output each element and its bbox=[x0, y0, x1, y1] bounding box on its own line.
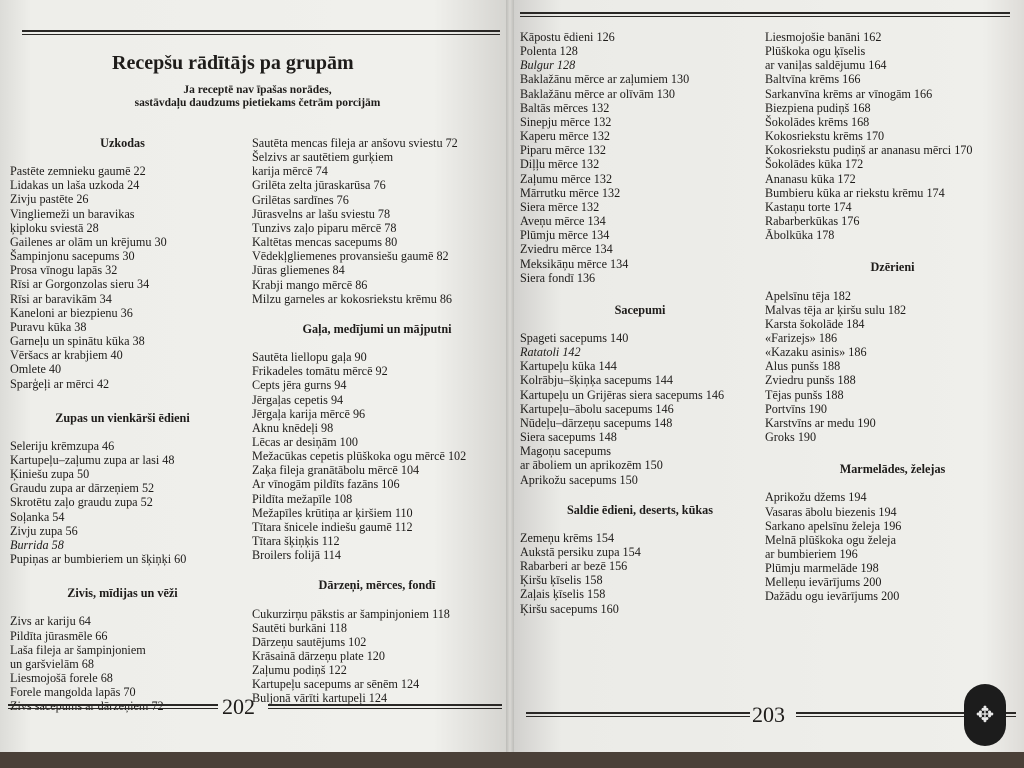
recipe-entry: Dārzeņu sautējums 102 bbox=[252, 634, 367, 649]
recipe-entry: Liesmojošie banāni 162 bbox=[765, 30, 882, 44]
recipe-entry: Mežapīles krūtiņa ar ķiršiem 110 bbox=[252, 505, 413, 520]
recipe-entry: Cepts jēra gurns 94 bbox=[252, 378, 347, 393]
recipe-entry: karija mērcē 74 bbox=[252, 164, 328, 179]
index-column bbox=[10, 136, 235, 713]
recipe-entry: Ķiršu sacepums 160 bbox=[520, 601, 619, 616]
recipe-entry: ar vaniļas saldējumu 164 bbox=[765, 58, 887, 73]
recipe-entry: Alus punšs 188 bbox=[765, 359, 841, 374]
index-section bbox=[252, 136, 502, 306]
recipe-entry: Šelzivs ar sautētiem gurķiem bbox=[252, 150, 394, 165]
recipe-entry: Aveņu mērce 134 bbox=[520, 214, 606, 229]
recipe-entry: Krabji mango mērcē 86 bbox=[252, 277, 368, 292]
section-heading: Saldie ēdieni, deserts, kūkas bbox=[567, 502, 713, 517]
recipe-entry: Kaperu mērce 132 bbox=[520, 129, 611, 144]
index-section bbox=[520, 303, 760, 487]
recipe-entry: Kolrābju–šķiņķa sacepums 144 bbox=[520, 373, 673, 388]
recipe-entry: Ar vīnogām pildīts fazāns 106 bbox=[252, 477, 400, 492]
recipe-entry: Tītara šķiņķis 112 bbox=[252, 534, 340, 549]
recipe-entry: Piparu mērce 132 bbox=[520, 143, 606, 158]
recipe-entry: Mežacūkas cepetis plūškoka ogu mērcē 102 bbox=[252, 449, 467, 464]
section-heading: Sacepumi bbox=[614, 302, 666, 317]
recipe-entry: Kartupeļu sacepums ar sēnēm 124 bbox=[252, 677, 420, 692]
recipe-entry: Gailenes ar olām un krējumu 30 bbox=[10, 234, 167, 249]
recipe-entry: Sautēta mencas fileja ar anšovu sviestu 72 bbox=[252, 136, 458, 150]
recipe-entry: Pupiņas ar bumbieriem un šķiņķi 60 bbox=[10, 552, 187, 567]
bottom-rule bbox=[526, 712, 750, 717]
recipe-entry: Kokosriekstu pudiņš ar ananasu mērci 170 bbox=[765, 143, 973, 158]
recipe-entry: Kaltētas mencas sacepums 80 bbox=[252, 235, 398, 250]
recipe-entry: Sarkano apelsīnu želeja 196 bbox=[765, 518, 902, 533]
recipe-entry: Aknu knēdeļi 98 bbox=[252, 420, 334, 435]
recipe-entry: Zaķa fileja granātābolu mērcē 104 bbox=[252, 463, 420, 478]
recipe-entry: Liesmojošā forele 68 bbox=[10, 671, 113, 685]
recipe-entry: Vēršacs ar krabjiem 40 bbox=[10, 348, 123, 363]
recipe-entry: Broilers folijā 114 bbox=[252, 548, 341, 563]
recipe-entry: un garšvielām 68 bbox=[10, 656, 94, 671]
recipe-entry: Forele mangolda lapās 70 bbox=[10, 685, 136, 700]
recipe-entry: Jūrasvelns ar lašu sviestu 78 bbox=[252, 206, 391, 221]
table-surface bbox=[0, 752, 1024, 768]
recipe-entry: Sautēta liellopu gaļa 90 bbox=[252, 350, 367, 365]
right-page bbox=[510, 0, 1024, 768]
recipe-entry: Burrida 58 bbox=[10, 537, 64, 552]
recipe-entry: Baklažānu mērce ar olīvām 130 bbox=[520, 86, 675, 101]
section-heading: Dzērieni bbox=[870, 260, 915, 275]
recipe-entry: Šokolādes krēms 168 bbox=[765, 114, 870, 129]
section-heading: Zupas un vienkārši ēdieni bbox=[55, 410, 190, 425]
recipe-entry: Prosa vīnogu lapās 32 bbox=[10, 263, 118, 278]
recipe-entry: Groks 190 bbox=[765, 430, 817, 445]
subtitle-line: sastāvdaļu daudzums pietiekams četrām porcijām bbox=[134, 97, 381, 109]
recipe-entry: Magoņu sacepums bbox=[520, 444, 612, 459]
recipe-entry: Garneļu un spinātu kūka 38 bbox=[10, 334, 145, 349]
index-section bbox=[765, 30, 1020, 242]
recipe-entry: Pildīta jūrasmēle 66 bbox=[10, 628, 108, 643]
recipe-entry: Sautēti burkāni 118 bbox=[252, 620, 348, 635]
recipe-entry: Cukurzirņu pākstis ar šampinjoniem 118 bbox=[252, 606, 450, 621]
recipe-entry: Melnā plūškoka ogu želeja bbox=[765, 532, 896, 547]
recipe-entry: Polenta 128 bbox=[520, 44, 578, 59]
recipe-entry: Buljonā vārīti kartupeļi 124 bbox=[252, 691, 388, 706]
recipe-entry: Jērgaļas cepetis 94 bbox=[252, 392, 344, 407]
index-section bbox=[10, 586, 235, 713]
recipe-entry: ar āboliem un aprikozēm 150 bbox=[520, 458, 663, 473]
recipe-entry: Šokolādes kūka 172 bbox=[765, 157, 864, 172]
recipe-entry: Jērgaļa karija mērcē 96 bbox=[252, 406, 366, 421]
recipe-entry: Grilēta zelta jūraskarūsa 76 bbox=[252, 178, 386, 193]
section-heading: Dārzeņi, mērces, fondī bbox=[318, 578, 436, 593]
recipe-entry: Baklažānu mērce ar zaļumiem 130 bbox=[520, 72, 690, 87]
recipe-entry: Kartupeļu un Grijēras siera sacepums 146 bbox=[520, 387, 725, 402]
recipe-entry: Vēdekļgliemenes provansiešu gaumē 82 bbox=[252, 249, 449, 264]
recipe-entry: Soļanka 54 bbox=[10, 509, 65, 524]
recipe-entry: Ratatoli 142 bbox=[520, 345, 581, 360]
index-section bbox=[10, 411, 235, 567]
recipe-entry: Baltvīna krēms 166 bbox=[765, 72, 861, 87]
recipe-entry: Plūmju mērce 134 bbox=[520, 228, 610, 243]
recipe-entry: Jūras gliemenes 84 bbox=[252, 263, 345, 278]
recipe-entry: Tējas punšs 188 bbox=[765, 387, 844, 402]
recipe-entry: Lēcas ar desiņām 100 bbox=[252, 434, 358, 449]
index-section bbox=[252, 578, 502, 705]
recipe-entry: Aprikožu džems 194 bbox=[765, 490, 867, 505]
recipe-entry: Zemeņu krēms 154 bbox=[520, 530, 615, 545]
recipe-entry: Rīsi ar Gorgonzolas sieru 34 bbox=[10, 277, 150, 292]
index-section bbox=[765, 462, 1020, 603]
recipe-entry: Omlete 40 bbox=[10, 362, 62, 377]
recipe-entry: Lidakas un laša uzkoda 24 bbox=[10, 178, 140, 193]
recipe-entry: Pildīta mežapīle 108 bbox=[252, 491, 353, 506]
recipe-entry: Zivju pastēte 26 bbox=[10, 192, 89, 207]
recipe-entry: «Kazaku asinis» 186 bbox=[765, 345, 867, 360]
recipe-entry: Šampinjonu sacepums 30 bbox=[10, 249, 135, 264]
index-section bbox=[10, 136, 235, 391]
page-subtitle bbox=[130, 84, 385, 110]
recipe-entry: Zivs sacepums ar dārzeņiem 72 bbox=[10, 699, 164, 714]
recipe-entry: ar bumbieriem 196 bbox=[765, 547, 858, 561]
index-column bbox=[765, 30, 1020, 604]
recipe-entry: Sarkanvīna krēms ar vīnogām 166 bbox=[765, 86, 933, 101]
recipe-entry: Bumbieru kūka ar riekstu krēmu 174 bbox=[765, 185, 945, 200]
left-page bbox=[0, 0, 510, 768]
recipe-entry: Portvīns 190 bbox=[765, 401, 827, 416]
section-heading: Zivis, mīdijas un vēži bbox=[67, 586, 178, 601]
recipe-entry: Seleriju krēmzupa 46 bbox=[10, 438, 115, 453]
recipe-entry: Nūdeļu–dārzeņu sacepums 148 bbox=[520, 415, 673, 430]
recipe-entry: Tītara šnicele indiešu gaumē 112 bbox=[252, 519, 413, 534]
page-number: 203 bbox=[752, 702, 785, 727]
top-rule bbox=[22, 30, 500, 35]
bottom-rule bbox=[268, 704, 502, 709]
recipe-entry: Plūškoka ogu ķīselis bbox=[765, 44, 866, 59]
recipe-entry: Siera fondī 136 bbox=[520, 270, 596, 285]
recipe-entry: Siera mērce 132 bbox=[520, 199, 600, 214]
recipe-entry: Aukstā persiku zupa 154 bbox=[520, 545, 641, 559]
recipe-entry: Bulgur 128 bbox=[520, 58, 576, 73]
recipe-entry: Meksikāņu mērce 134 bbox=[520, 256, 629, 271]
recipe-entry: Zivju zupa 56 bbox=[10, 523, 78, 538]
recipe-entry: Ķiršu ķīselis 158 bbox=[520, 573, 603, 588]
recipe-entry: Grilētas sardīnes 76 bbox=[252, 192, 349, 207]
recipe-entry: Ķiniešu zupa 50 bbox=[10, 467, 90, 482]
recipe-entry: Dažādu ogu ievārījums 200 bbox=[765, 589, 900, 604]
index-section bbox=[765, 260, 1020, 444]
recipe-entry: ķiploku sviestā 28 bbox=[10, 220, 99, 235]
recipe-entry: Malvas tēja ar ķiršu sulu 182 bbox=[765, 302, 907, 317]
recipe-entry: Kartupeļu–zaļumu zupa ar lasi 48 bbox=[10, 452, 175, 467]
recipe-entry: Rīsi ar baravikām 34 bbox=[10, 291, 112, 306]
recipe-entry: Kastaņu torte 174 bbox=[765, 199, 852, 214]
recipe-entry: Kokosriekstu krēms 170 bbox=[765, 129, 885, 144]
index-section bbox=[252, 322, 502, 563]
recipe-entry: Zviedru punšs 188 bbox=[765, 373, 856, 388]
index-section bbox=[520, 30, 760, 285]
recipe-entry: Vasaras ābolu biezenis 194 bbox=[765, 504, 897, 519]
subtitle-line: Ja receptē nav īpašas norādes, bbox=[183, 84, 332, 96]
recipe-entry: Zaļumu mērce 132 bbox=[520, 171, 613, 186]
recipe-entry: Kartupeļu–ābolu sacepums 146 bbox=[520, 401, 674, 416]
index-column bbox=[252, 136, 502, 706]
recipe-entry: Puravu kūka 38 bbox=[10, 319, 87, 334]
recipe-entry: Kaneloni ar biezpienu 36 bbox=[10, 305, 133, 320]
recipe-entry: Ābolkūka 178 bbox=[765, 228, 835, 243]
recipe-entry: Rabarberkūkas 176 bbox=[765, 214, 860, 229]
recipe-entry: Zaļais ķīselis 158 bbox=[520, 587, 606, 602]
recipe-entry: Siera sacepums 148 bbox=[520, 430, 617, 445]
bottom-rule bbox=[8, 704, 218, 709]
section-heading: Uzkodas bbox=[100, 136, 145, 150]
recipe-entry: Spageti sacepums 140 bbox=[520, 330, 629, 345]
recipe-entry: Kāpostu ēdieni 126 bbox=[520, 30, 615, 44]
top-rule bbox=[520, 12, 1010, 17]
section-heading: Gaļa, medījumi un mājputni bbox=[302, 321, 452, 336]
recipe-entry: Frikadeles tomātu mērcē 92 bbox=[252, 364, 388, 379]
recipe-entry: Biezpiena pudiņš 168 bbox=[765, 100, 871, 115]
index-column bbox=[520, 30, 760, 616]
recipe-entry: Sinepju mērce 132 bbox=[520, 114, 612, 129]
page-title: Recepšu rādītājs pa grupām bbox=[112, 52, 354, 74]
recipe-entry: Kartupeļu kūka 144 bbox=[520, 359, 617, 374]
recipe-entry: Apelsīnu tēja 182 bbox=[765, 288, 851, 303]
recipe-entry: Karsta šokolāde 184 bbox=[765, 316, 865, 331]
section-heading: Marmelādes, želejas bbox=[839, 462, 946, 477]
recipe-entry: Graudu zupa ar dārzeņiem 52 bbox=[10, 481, 155, 496]
recipe-entry: Vingliemeži un baravikas bbox=[10, 206, 135, 221]
recipe-entry: Aprikožu sacepums 150 bbox=[520, 472, 638, 487]
recipe-entry: Pastēte zemnieku gaumē 22 bbox=[10, 164, 146, 179]
recipe-entry: Diļļu mērce 132 bbox=[520, 157, 600, 172]
recipe-entry: «Farizejs» 186 bbox=[765, 330, 838, 345]
recipe-entry: Baltās mērces 132 bbox=[520, 100, 610, 115]
recipe-entry: Ananasu kūka 172 bbox=[765, 171, 856, 186]
page-number: 202 bbox=[222, 694, 255, 719]
book-fold bbox=[506, 0, 514, 768]
watermark-logo-icon: ✥ bbox=[964, 684, 1006, 746]
recipe-entry: Skrotētu zaļo graudu zupa 52 bbox=[10, 495, 153, 510]
recipe-entry: Karstvīns ar medu 190 bbox=[765, 415, 876, 430]
index-section bbox=[520, 503, 760, 616]
recipe-entry: Rabarberi ar bezē 156 bbox=[520, 559, 628, 574]
recipe-entry: Zaļumu podiņš 122 bbox=[252, 663, 347, 678]
recipe-entry: Melleņu ievārījums 200 bbox=[765, 575, 882, 590]
recipe-entry: Tunzivs zaļo piparu mērcē 78 bbox=[252, 220, 397, 235]
recipe-entry: Laša fileja ar šampinjoniem bbox=[10, 642, 146, 657]
recipe-entry: Milzu garneles ar kokosriekstu krēmu 86 bbox=[252, 291, 453, 306]
recipe-entry: Mārrutku mērce 132 bbox=[520, 185, 621, 200]
recipe-entry: Krāsainā dārzeņu plate 120 bbox=[252, 649, 385, 663]
recipe-entry: Zviedru mērce 134 bbox=[520, 242, 613, 257]
recipe-entry: Sparģeļi ar mērci 42 bbox=[10, 376, 110, 391]
recipe-entry: Zivs ar kariju 64 bbox=[10, 614, 91, 629]
recipe-entry: Plūmju marmelāde 198 bbox=[765, 561, 879, 576]
